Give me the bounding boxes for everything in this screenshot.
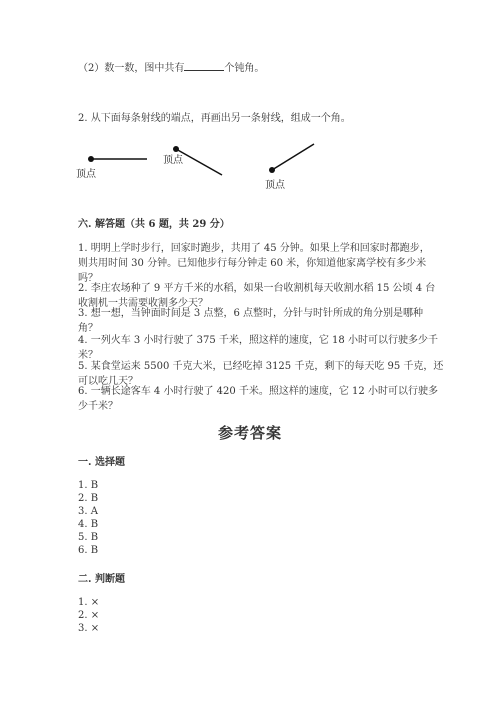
vertex-label-3: 顶点 [265, 180, 285, 191]
ray-line [272, 144, 314, 170]
q2-count-line [78, 60, 264, 76]
problem-line: 4. 一列火车 3 小时行驶了 375 千米，照这样的速度，它 18 小时可以行驶多少千 [78, 335, 438, 346]
vertex-label-2: 顶点 [163, 155, 183, 166]
judge-section-title: 二. 判断题 [78, 574, 125, 585]
ray-endpoint [269, 167, 275, 173]
answer-item: 3. × [78, 623, 100, 634]
answer-item: 3. A [78, 506, 98, 517]
problem-line: 3. 想一想，当钟面时间是 3 点整，6 点整时，分针与时针所成的角分别是哪种 [78, 308, 423, 319]
problem-line: 吗？ [78, 273, 98, 284]
answer-item: 1. B [78, 480, 99, 491]
problem-line: 则共用时间 30 分钟。已知他步行每分钟走 60 米，你知道他家离学校有多少米 [78, 258, 427, 269]
problem-line: 米？ [78, 350, 98, 361]
problem-1 [78, 241, 430, 286]
answer-item: 4. B [78, 519, 99, 530]
answer-blank [184, 60, 224, 71]
problem-line: 收割机一共需要收割多少天？ [78, 298, 208, 309]
ray-figure-3 [264, 140, 324, 180]
answer-key-title: 参考答案 [218, 424, 283, 442]
problem-line: 少千米？ [78, 401, 118, 412]
answer-item: 1. × [78, 597, 100, 608]
choice-answers [78, 479, 98, 557]
section-6-title: 六. 解答题（共 6 题，共 29 分） [78, 219, 230, 230]
problem-line: 1. 明明上学时步行，回家时跑步，共用了 45 分钟。如果上学和回家时都跑步， [78, 243, 430, 254]
problem-line: 5. 某食堂运来 5500 千克大米，已经吃掉 3125 千克，剩下的每天吃 95 千克，还 [78, 361, 444, 372]
vertex-label-1: 顶点 [76, 169, 96, 180]
answer-item: 2. B [78, 493, 99, 504]
judge-answers [78, 596, 99, 635]
answer-item: 5. B [78, 532, 99, 543]
choice-section-title: 一. 选择题 [78, 457, 125, 468]
q2-draw-instruction: 2. 从下面每条射线的端点，再画出另一条射线，组成一个角。 [78, 113, 351, 124]
problem-3 [78, 306, 423, 336]
problem-line: 6. 一辆长途客车 4 小时行驶了 420 千米。照这样的速度，它 12 小时可以行驶多 [78, 386, 438, 397]
answer-item: 6. B [78, 545, 99, 556]
problem-6 [78, 384, 438, 414]
problem-line: 角？ [78, 323, 98, 334]
problem-line: 可以吃几天？ [78, 376, 138, 387]
q2-count-suffix: 个钝角。 [224, 63, 265, 74]
q2-count-prefix: （2）数一数，图中共有 [78, 63, 185, 74]
problem-line: 2. 李庄农场种了 9 平方千米的水稻，如果一台收割机每天收割水稻 15 公顷 4 台 [78, 283, 436, 294]
answer-item: 2. × [78, 610, 100, 621]
